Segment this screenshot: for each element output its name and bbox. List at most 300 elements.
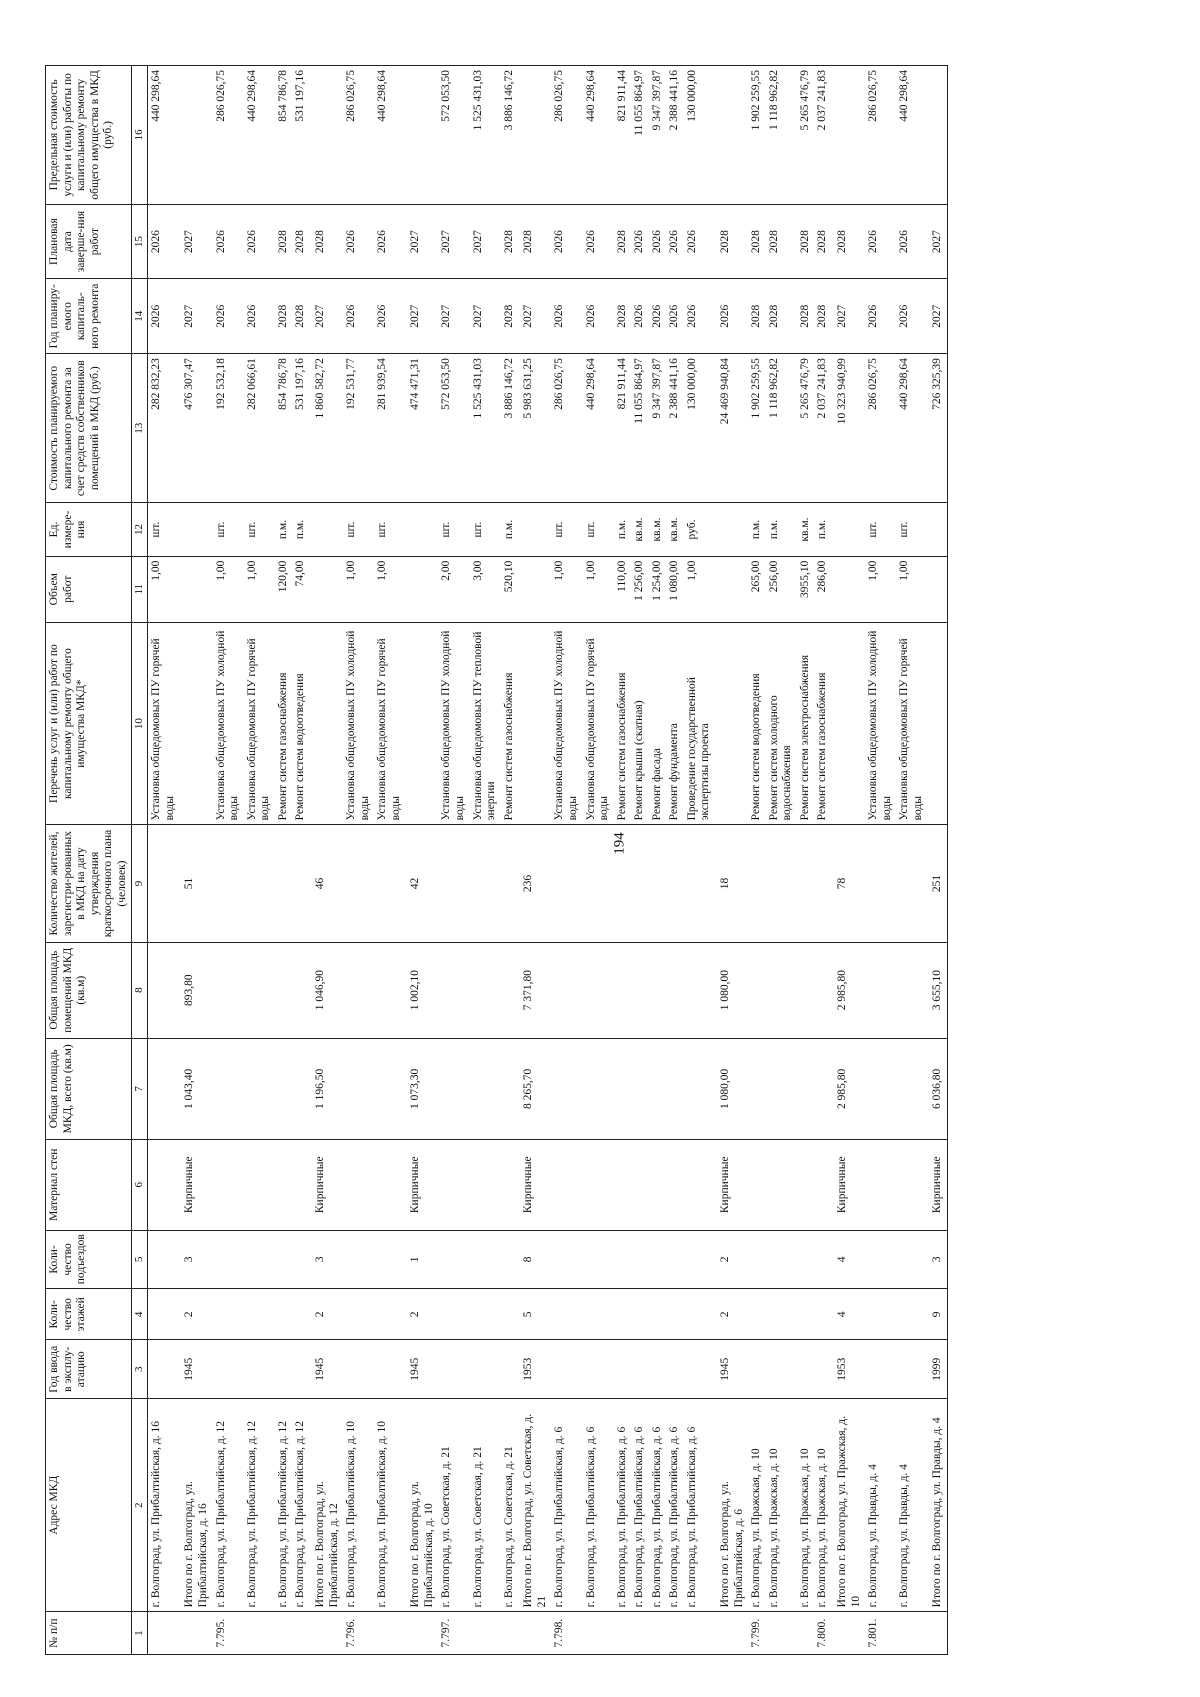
wall-material-cell: Кирпичные <box>179 1139 212 1230</box>
entrances-cell <box>374 1230 405 1289</box>
unit-cell <box>832 503 865 556</box>
entrances-cell: 4 <box>832 1230 865 1289</box>
cost-cell: 3 886 146,72 <box>501 354 519 503</box>
premises-area-cell <box>766 942 797 1038</box>
cost-cell: 440 298,64 <box>896 354 927 503</box>
row-number <box>244 1612 275 1655</box>
address-cell: г. Волгоград, ул. Прибалтийская, д. 6 <box>583 1399 614 1612</box>
total-area-cell <box>470 1038 501 1139</box>
unit-cell: п.м. <box>501 503 519 556</box>
entrances-cell <box>896 1230 927 1289</box>
column-number: 11 <box>132 556 148 622</box>
limit-cost-cell: 440 298,64 <box>148 66 180 205</box>
plan-year-cell: 2026 <box>213 279 244 354</box>
floors-cell <box>501 1289 519 1340</box>
entrances-cell <box>666 1230 684 1289</box>
table-header <box>46 66 148 1655</box>
row-number <box>832 1612 865 1655</box>
column-header: Материал стен <box>46 1139 132 1230</box>
table-row <box>896 66 927 1655</box>
cost-cell: 2 388 441,16 <box>666 354 684 503</box>
wall-material-cell <box>631 1139 649 1230</box>
work-type-cell: Установка общедомовых ПУ горячей воды <box>244 622 275 825</box>
entrances-cell <box>551 1230 582 1289</box>
end-date-cell: 2028 <box>715 204 748 279</box>
cost-cell: 2 037 241,83 <box>814 354 832 503</box>
total-area-cell <box>551 1038 582 1139</box>
wall-material-cell <box>374 1139 405 1230</box>
total-row <box>405 66 438 1655</box>
floors-cell: 2 <box>179 1289 212 1340</box>
plan-year-cell: 2027 <box>927 279 947 354</box>
plan-year-cell: 2028 <box>797 279 815 354</box>
work-type-cell <box>927 622 947 825</box>
premises-area-cell: 1 002,10 <box>405 942 438 1038</box>
total-area-cell <box>666 1038 684 1139</box>
address-cell: г. Волгоград, ул. Советская, д. 21 <box>438 1399 469 1612</box>
year-cell <box>631 1340 649 1399</box>
year-cell: 1953 <box>518 1340 551 1399</box>
unit-cell <box>927 503 947 556</box>
limit-cost-cell <box>310 66 343 205</box>
cost-cell: 5 265 476,79 <box>797 354 815 503</box>
cost-cell: 440 298,64 <box>583 354 614 503</box>
plan-year-cell: 2027 <box>310 279 343 354</box>
header-row <box>46 66 132 1655</box>
table-row <box>666 66 684 1655</box>
volume-cell <box>518 556 551 622</box>
total-area-cell: 1 196,50 <box>310 1038 343 1139</box>
total-row <box>715 66 748 1655</box>
wall-material-cell <box>438 1139 469 1230</box>
plan-year-cell: 2026 <box>666 279 684 354</box>
residents-cell <box>213 825 244 942</box>
row-number: 7.797. <box>438 1612 469 1655</box>
residents-cell <box>292 825 310 942</box>
limit-cost-cell <box>832 66 865 205</box>
residents-cell <box>374 825 405 942</box>
cost-cell: 281 939,54 <box>374 354 405 503</box>
column-header: Предельная стоимость услуги и (или) работы по капитальному ремонту общего имущества в МКД (руб.) <box>46 66 132 205</box>
unit-cell <box>179 503 212 556</box>
volume-cell: 1,00 <box>343 556 374 622</box>
entrances-cell <box>275 1230 293 1289</box>
premises-area-cell <box>438 942 469 1038</box>
residents-cell: 18 <box>715 825 748 942</box>
premises-area-cell <box>148 942 180 1038</box>
work-type-cell: Установка общедомовых ПУ холодной воды <box>213 622 244 825</box>
column-header: Плановая дата заверше-ния работ <box>46 204 132 279</box>
plan-year-cell: 2028 <box>748 279 766 354</box>
residents-cell <box>896 825 927 942</box>
total-row <box>927 66 947 1655</box>
volume-cell <box>715 556 748 622</box>
residents-cell <box>438 825 469 942</box>
row-number: 7.799. <box>748 1612 766 1655</box>
entrances-cell <box>766 1230 797 1289</box>
limit-cost-cell: 11 055 864,97 <box>631 66 649 205</box>
volume-cell: 2,00 <box>438 556 469 622</box>
residents-cell <box>766 825 797 942</box>
volume-cell <box>405 556 438 622</box>
volume-cell: 1,00 <box>896 556 927 622</box>
limit-cost-cell: 286 026,75 <box>343 66 374 205</box>
total-area-cell <box>614 1038 632 1139</box>
work-type-cell <box>832 622 865 825</box>
year-cell <box>148 1340 180 1399</box>
cost-cell: 10 323 940,99 <box>832 354 865 503</box>
table-row <box>766 66 797 1655</box>
total-area-cell <box>766 1038 797 1139</box>
premises-area-cell: 1 046,90 <box>310 942 343 1038</box>
wall-material-cell <box>684 1139 715 1230</box>
year-cell: 1999 <box>927 1340 947 1399</box>
page-number: 194 <box>611 832 628 855</box>
plan-year-cell: 2026 <box>684 279 715 354</box>
premises-area-cell: 3 655,10 <box>927 942 947 1038</box>
plan-year-cell: 2026 <box>374 279 405 354</box>
residents-cell: 78 <box>832 825 865 942</box>
address-cell: г. Волгоград, ул. Прибалтийская, д. 6 <box>684 1399 715 1612</box>
end-date-cell: 2027 <box>438 204 469 279</box>
total-area-cell <box>343 1038 374 1139</box>
plan-year-cell: 2028 <box>275 279 293 354</box>
work-type-cell <box>715 622 748 825</box>
residents-cell: 46 <box>310 825 343 942</box>
premises-area-cell <box>631 942 649 1038</box>
unit-cell <box>715 503 748 556</box>
address-cell: г. Волгоград, ул. Прибалтийская, д. 6 <box>649 1399 667 1612</box>
premises-area-cell <box>551 942 582 1038</box>
unit-cell: п.м. <box>614 503 632 556</box>
wall-material-cell <box>470 1139 501 1230</box>
table-row <box>583 66 614 1655</box>
entrances-cell <box>244 1230 275 1289</box>
limit-cost-cell: 286 026,75 <box>551 66 582 205</box>
residents-cell <box>865 825 896 942</box>
cost-cell: 192 532,18 <box>213 354 244 503</box>
column-number: 4 <box>132 1289 148 1340</box>
table-row <box>551 66 582 1655</box>
floors-cell <box>438 1289 469 1340</box>
entrances-cell <box>797 1230 815 1289</box>
unit-cell: п.м. <box>766 503 797 556</box>
year-cell <box>292 1340 310 1399</box>
entrances-cell <box>814 1230 832 1289</box>
residents-cell <box>797 825 815 942</box>
floors-cell <box>797 1289 815 1340</box>
limit-cost-cell: 286 026,75 <box>865 66 896 205</box>
column-header: № п/п <box>46 1612 132 1655</box>
total-area-cell <box>748 1038 766 1139</box>
end-date-cell: 2026 <box>148 204 180 279</box>
end-date-cell: 2027 <box>179 204 212 279</box>
residents-cell: 42 <box>405 825 438 942</box>
cost-cell: 286 026,75 <box>865 354 896 503</box>
limit-cost-cell: 286 026,75 <box>213 66 244 205</box>
total-area-cell <box>501 1038 519 1139</box>
entrances-cell <box>213 1230 244 1289</box>
work-type-cell: Установка общедомовых ПУ тепловой энергии <box>470 622 501 825</box>
cost-cell: 821 911,44 <box>614 354 632 503</box>
cost-cell: 726 325,39 <box>927 354 947 503</box>
entrances-cell <box>865 1230 896 1289</box>
column-number: 15 <box>132 204 148 279</box>
entrances-cell: 3 <box>310 1230 343 1289</box>
row-number: 7.795. <box>213 1612 244 1655</box>
wall-material-cell: Кирпичные <box>715 1139 748 1230</box>
work-type-cell <box>405 622 438 825</box>
column-header: Стоимость планируемого капитального ремонта за счет средств собственников помещений в МКД (руб.) <box>46 354 132 503</box>
total-area-cell <box>438 1038 469 1139</box>
volume-cell: 1,00 <box>213 556 244 622</box>
wall-material-cell <box>501 1139 519 1230</box>
table-row <box>501 66 519 1655</box>
entrances-cell: 3 <box>179 1230 212 1289</box>
total-area-cell <box>814 1038 832 1139</box>
premises-area-cell: 893,80 <box>179 942 212 1038</box>
year-cell <box>213 1340 244 1399</box>
floors-cell <box>343 1289 374 1340</box>
floors-cell: 2 <box>715 1289 748 1340</box>
work-type-cell <box>518 622 551 825</box>
end-date-cell: 2028 <box>814 204 832 279</box>
plan-year-cell: 2026 <box>631 279 649 354</box>
residents-cell <box>501 825 519 942</box>
year-cell <box>814 1340 832 1399</box>
address-cell: Итого по г. Волгоград, ул. Прибалтийская, д. 10 <box>405 1399 438 1612</box>
limit-cost-cell: 9 347 397,87 <box>649 66 667 205</box>
unit-cell: кв.м. <box>666 503 684 556</box>
residents-cell <box>666 825 684 942</box>
floors-cell <box>148 1289 180 1340</box>
end-date-cell: 2027 <box>927 204 947 279</box>
row-number <box>501 1612 519 1655</box>
end-date-cell: 2027 <box>470 204 501 279</box>
wall-material-cell <box>797 1139 815 1230</box>
row-number: 7.798. <box>551 1612 582 1655</box>
total-area-cell <box>213 1038 244 1139</box>
cost-cell: 192 531,77 <box>343 354 374 503</box>
floors-cell <box>631 1289 649 1340</box>
volume-cell: 265,00 <box>748 556 766 622</box>
year-cell <box>766 1340 797 1399</box>
volume-cell: 1,00 <box>244 556 275 622</box>
residents-cell <box>814 825 832 942</box>
wall-material-cell <box>275 1139 293 1230</box>
work-type-cell: Ремонт систем газоснабжения <box>275 622 293 825</box>
premises-area-cell <box>244 942 275 1038</box>
limit-cost-cell: 1 902 259,55 <box>748 66 766 205</box>
column-number: 5 <box>132 1230 148 1289</box>
unit-cell: п.м. <box>292 503 310 556</box>
column-number: 7 <box>132 1038 148 1139</box>
wall-material-cell <box>343 1139 374 1230</box>
total-row <box>179 66 212 1655</box>
table-row <box>213 66 244 1655</box>
unit-cell: кв.м. <box>649 503 667 556</box>
entrances-cell <box>583 1230 614 1289</box>
cost-cell: 282 832,23 <box>148 354 180 503</box>
wall-material-cell <box>148 1139 180 1230</box>
table-row <box>292 66 310 1655</box>
year-cell <box>501 1340 519 1399</box>
work-type-cell: Установка общедомовых ПУ холодной воды <box>343 622 374 825</box>
end-date-cell: 2026 <box>865 204 896 279</box>
row-number <box>649 1612 667 1655</box>
floors-cell <box>244 1289 275 1340</box>
column-number: 8 <box>132 942 148 1038</box>
entrances-cell <box>343 1230 374 1289</box>
entrances-cell <box>292 1230 310 1289</box>
row-number <box>614 1612 632 1655</box>
address-cell: г. Волгоград, ул. Прибалтийская, д. 16 <box>148 1399 180 1612</box>
column-number: 2 <box>132 1399 148 1612</box>
total-area-cell <box>896 1038 927 1139</box>
address-cell: Итого по г. Волгоград, ул. Прибалтийская, д. 16 <box>179 1399 212 1612</box>
volume-cell: 1 080,00 <box>666 556 684 622</box>
end-date-cell: 2028 <box>766 204 797 279</box>
entrances-cell: 3 <box>927 1230 947 1289</box>
total-area-cell <box>374 1038 405 1139</box>
total-area-cell: 1 043,40 <box>179 1038 212 1139</box>
plan-year-cell: 2027 <box>405 279 438 354</box>
cost-cell: 9 347 397,87 <box>649 354 667 503</box>
plan-year-cell: 2028 <box>814 279 832 354</box>
cost-cell: 286 026,75 <box>551 354 582 503</box>
table-row <box>470 66 501 1655</box>
cost-cell: 130 000,00 <box>684 354 715 503</box>
volume-cell: 1,00 <box>148 556 180 622</box>
year-cell <box>748 1340 766 1399</box>
entrances-cell: 2 <box>715 1230 748 1289</box>
floors-cell <box>275 1289 293 1340</box>
premises-area-cell <box>275 942 293 1038</box>
entrances-cell <box>614 1230 632 1289</box>
floors-cell <box>374 1289 405 1340</box>
row-number <box>631 1612 649 1655</box>
volume-cell: 1,00 <box>583 556 614 622</box>
address-cell: Итого по г. Волгоград, ул. Пражская, д. 10 <box>832 1399 865 1612</box>
limit-cost-cell: 2 037 241,83 <box>814 66 832 205</box>
unit-cell: шт. <box>244 503 275 556</box>
residents-cell <box>275 825 293 942</box>
address-cell: г. Волгоград, ул. Пражская, д. 10 <box>814 1399 832 1612</box>
address-cell: Итого по г. Волгоград, ул. Прибалтийская, д. 12 <box>310 1399 343 1612</box>
floors-cell <box>766 1289 797 1340</box>
entrances-cell <box>148 1230 180 1289</box>
total-area-cell <box>148 1038 180 1139</box>
total-row <box>310 66 343 1655</box>
address-cell: г. Волгоград, ул. Правды, д. 4 <box>896 1399 927 1612</box>
entrances-cell <box>501 1230 519 1289</box>
residents-cell <box>551 825 582 942</box>
row-number <box>583 1612 614 1655</box>
address-cell: г. Волгоград, ул. Прибалтийская, д. 6 <box>551 1399 582 1612</box>
column-number: 9 <box>132 825 148 942</box>
floors-cell: 4 <box>832 1289 865 1340</box>
floors-cell: 5 <box>518 1289 551 1340</box>
column-number: 16 <box>132 66 148 205</box>
wall-material-cell <box>244 1139 275 1230</box>
residents-cell <box>343 825 374 942</box>
plan-year-cell: 2026 <box>715 279 748 354</box>
end-date-cell: 2026 <box>631 204 649 279</box>
limit-cost-cell: 440 298,64 <box>244 66 275 205</box>
address-cell: Итого по г. Волгоград, ул. Прибалтийская, д. 6 <box>715 1399 748 1612</box>
volume-cell: 1 256,00 <box>631 556 649 622</box>
rotated-table-container <box>45 65 1165 1655</box>
volume-cell <box>927 556 947 622</box>
floors-cell <box>470 1289 501 1340</box>
address-cell: г. Волгоград, ул. Прибалтийская, д. 6 <box>631 1399 649 1612</box>
floors-cell <box>614 1289 632 1340</box>
limit-cost-cell: 854 786,78 <box>275 66 293 205</box>
volume-cell: 256,00 <box>766 556 797 622</box>
column-header: Коли-чество подъездов <box>46 1230 132 1289</box>
limit-cost-cell: 2 388 441,16 <box>666 66 684 205</box>
row-number <box>518 1612 551 1655</box>
end-date-cell: 2027 <box>405 204 438 279</box>
column-number: 13 <box>132 354 148 503</box>
table-row <box>649 66 667 1655</box>
column-header: Объем работ <box>46 556 132 622</box>
table-row <box>275 66 293 1655</box>
total-area-cell <box>631 1038 649 1139</box>
work-type-cell: Ремонт систем водоотведения <box>292 622 310 825</box>
premises-area-cell: 2 985,80 <box>832 942 865 1038</box>
end-date-cell: 2028 <box>614 204 632 279</box>
wall-material-cell <box>766 1139 797 1230</box>
row-number <box>405 1612 438 1655</box>
floors-cell <box>292 1289 310 1340</box>
total-area-cell <box>797 1038 815 1139</box>
premises-area-cell <box>501 942 519 1038</box>
total-area-cell <box>865 1038 896 1139</box>
floors-cell <box>649 1289 667 1340</box>
end-date-cell: 2028 <box>518 204 551 279</box>
column-header: Ед. измере-ния <box>46 503 132 556</box>
plan-year-cell: 2026 <box>865 279 896 354</box>
wall-material-cell <box>649 1139 667 1230</box>
premises-area-cell <box>865 942 896 1038</box>
cost-cell: 1 525 431,03 <box>470 354 501 503</box>
address-cell: г. Волгоград, ул. Пражская, д. 10 <box>748 1399 766 1612</box>
unit-cell: шт. <box>438 503 469 556</box>
row-number <box>470 1612 501 1655</box>
cost-cell: 1 902 259,55 <box>748 354 766 503</box>
cost-cell: 531 197,16 <box>292 354 310 503</box>
floors-cell: 9 <box>927 1289 947 1340</box>
plan-year-cell: 2026 <box>583 279 614 354</box>
limit-cost-cell: 821 911,44 <box>614 66 632 205</box>
unit-cell: шт. <box>865 503 896 556</box>
wall-material-cell <box>865 1139 896 1230</box>
work-type-cell: Установка общедомовых ПУ холодной воды <box>438 622 469 825</box>
row-number <box>374 1612 405 1655</box>
plan-year-cell: 2027 <box>518 279 551 354</box>
year-cell <box>896 1340 927 1399</box>
unit-cell: шт. <box>583 503 614 556</box>
address-cell: г. Волгоград, ул. Прибалтийская, д. 6 <box>666 1399 684 1612</box>
unit-cell: п.м. <box>275 503 293 556</box>
cost-cell: 5 983 631,25 <box>518 354 551 503</box>
entrances-cell <box>470 1230 501 1289</box>
column-number: 12 <box>132 503 148 556</box>
limit-cost-cell <box>927 66 947 205</box>
unit-cell: п.м. <box>748 503 766 556</box>
column-number: 6 <box>132 1139 148 1230</box>
